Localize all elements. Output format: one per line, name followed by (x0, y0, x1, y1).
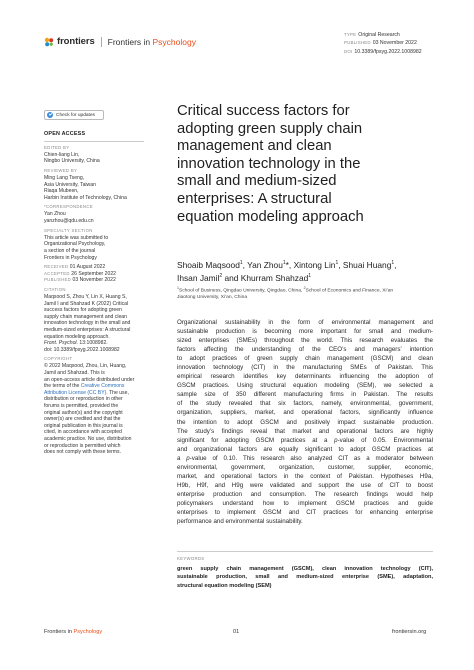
logo-divider (101, 37, 102, 47)
keywords-divider (177, 551, 433, 552)
footer-journal: Frontiers in Psychology (44, 629, 103, 635)
cc-by-license-link[interactable]: Attribution License (CC BY) (44, 389, 107, 396)
author-name[interactable]: Khurram Shahzad (240, 272, 309, 283)
keywords: green supply chain management (GSCM), clean innovation technology (CIT), sustainable production, small and medium-sized enterprise (SME), adaptation, structural equation modeling (SEM) (177, 566, 433, 589)
editor-name: Chien-liang Lin, (44, 151, 80, 158)
copyright-text: © 2022 Maqsood, Zhou, Lin, Huang, Jamil and Shahzad. This is an open-access article distributed under the terms of the Creative Commons Attribution License (CC BY). The use, distribution or reproduction in other forums is permitted, provided the original author(s) and the copyright owner(s) are credited and that the original publication in this journal is cited, in accordance with accepted academic practice. No use, distribution or reproduction is permitted which does not comply with these terms. (44, 363, 135, 456)
editor-affiliation: Ningbo University, China (44, 158, 100, 165)
citation-doi[interactable]: doi: 10.3389/fpsyg.2022.1008982 (44, 346, 120, 353)
sidebar-info: OPEN ACCESS EDITED BY Chien-liang Lin, Ningbo University, China REVIEWED BY Ming Lang Tseng, Asia University, Taiwan Riaqa Mubeen, Harbin Institute of Technology, China *CORRESPONDENCE Yan Zhou yanzhou@qdu.edu.cn SPECIALTY SECTION This article was submitted to Organizational Psychology, a section of the journal Frontiers in Psychology RECEIVED 01 August 2022 ACCEPTED 26 September 2022 PUBLISHED 03 November 2022 CITATION Maqsood S, Zhou Y, Lin X, Huang S, Jamil I and Shahzad K (2022) Critical success factors for adopting green supply chain management and clean innovation technology in the small and medium-sized enterprises: A structural equation modeling approach. Front. Psychol. 13:1008982. doi: 10.3389/fpsyg.2022.1008982 COPYRIGHT © 2022 Maqsood, Zhou, Lin, Huang, Jamil and Shahzad. This is an open-access article distributed under the terms of the Creative Commons Attribution License (CC BY). The use, distribution or reproduction in other forums is permitted, provided the original author(s) and the copyright owner(s) are credited and that the original publication in this journal is cited, in accordance with accepted academic practice. No use, distribution or reproduction is permitted which does not comply with these terms. (44, 131, 144, 456)
affiliations: $^1$School of Business, Qingdao University, Qingdao, China, $^2$School of Economics and Finance, Xi’an Jiaotong University, Xi’an, China (177, 286, 394, 301)
article-title: Critical success factors for adopting green supply chain management and clean innovation technology in the small and medium-sized enterprises: A structural equation modeling approach (177, 103, 364, 225)
open-access-label: OPEN ACCESS (44, 131, 86, 137)
creative-commons-link[interactable]: Creative Commons (80, 383, 125, 390)
published-date: 03 November 2022 (372, 40, 417, 47)
author-list: Shoaib Maqsood$^1$, Yan Zhou$^1$*, Xintong Lin$^1$, Shuai Huang$^1$, Ihsan Jamil$^2$ and Khurram Shahzad$^1$ (177, 259, 397, 283)
author-name[interactable]: Xintong Lin (293, 259, 336, 270)
author-name[interactable]: Shuai Huang (342, 259, 392, 270)
keywords-label: KEYWORDS (177, 556, 205, 561)
journal-name: Frontiers in Psychology (107, 36, 196, 47)
journal-logo[interactable] (44, 36, 196, 47)
article-dates: RECEIVED 01 August 2022 ACCEPTED 26 September 2022 PUBLISHED 03 November 2022 (44, 264, 116, 284)
article-meta: TYPE Original Research PUBLISHED 03 November 2022 DOI 10.3389/fpsyg.2022.1008982 (344, 32, 422, 55)
frontiers-logo-icon (44, 37, 54, 47)
abstract: Organizational sustainability in the form of environmental management and sustainable production is becoming more important for small and medium- sized enterprises (SMEs) throughout the world. This research evaluates the factors affecting the understanding of the CEO’s and managers’ intention to adopt practices of green supply chain management (GSCM) and clean innovation technology (CIT) in the manufacturing SMEs of Pakistan. This empirical research identifies key determinants influencing the adoption of GSCM practices. Using structural equation modeling (SEM), we selected a sample size of 350 different manufacturing firms in Pakistan. The results of the study revealed that six factors, namely, environmental, government, organization, suppliers, market, and operational factors, significantly influence the intention to adopt GSCM and positively impact sustainable production. The study’s findings reveal that market and operational factors are highly significant for adopting GSCM practices at a p-value of 0.05. Environmental and organizational factors are equally significant to adopt GSCM practices at a p-value of 0.10. This research also analyzed CIT as a moderator between environmental, government, organization, customer, supplier, economic, market, and operational factors in the context of Pakistan. Hypotheses H9a, H9b, H9f, and H9g were validated and support the use of CIT to boost enterprise production and consumption. The research findings would help policymakers understand how to implement GSCM practices and guide enterprises to implement GSCM and CIT practices for enhancing enterprise performance and environmental sustainability. (177, 319, 433, 526)
article-type: Original Research (358, 32, 400, 38)
check-for-updates-button[interactable]: Check for updates (44, 110, 104, 120)
footer-site-link[interactable]: frontiersin.org (392, 629, 427, 635)
author-name[interactable]: Ihsan Jamil (177, 272, 220, 283)
author-name[interactable]: Yan Zhou (247, 259, 283, 270)
publisher-name: frontiers (57, 36, 95, 47)
author-name[interactable]: Shoaib Maqsood (177, 259, 240, 270)
divider (44, 141, 144, 142)
page-number: 01 (233, 629, 240, 635)
article-doi[interactable]: 10.3389/fpsyg.2022.1008982 (354, 48, 422, 55)
correspondence-email[interactable]: yanzhou@qdu.edu.cn (44, 218, 94, 225)
check-icon (47, 112, 53, 118)
citation-text: Maqsood S, Zhou Y, Lin X, Huang S, Jamil I and Shahzad K (2022) Critical success factors for adopting green supply chain management and clean innovation technology in the small and medium-sized enterprises: A structural equation modeling approach. Front. Psychol. 13:1008982. doi: 10.3389/fpsyg.2022.1008982 (44, 294, 144, 353)
